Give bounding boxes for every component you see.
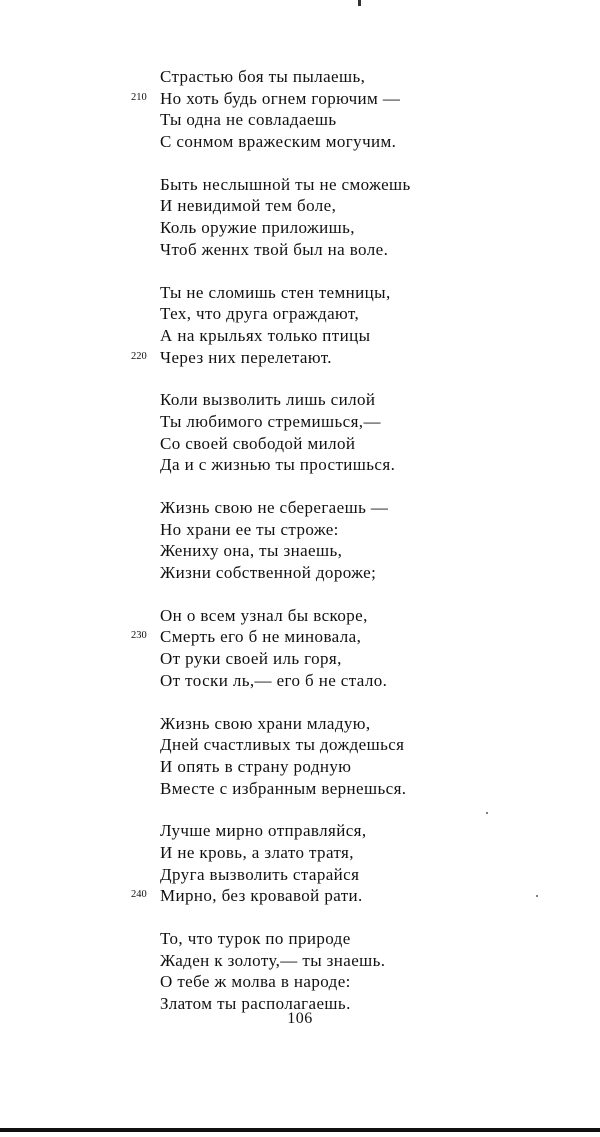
verse-line	[160, 389, 540, 411]
stanza	[160, 497, 540, 584]
print-artifact-mark	[358, 0, 361, 6]
verse-line-text: Жизнь свою не сберегаешь —	[160, 498, 389, 517]
verse-line-text: Чтоб женнх твой был на воле.	[160, 239, 389, 259]
verse-line-text: Друга вызволить старайся	[160, 864, 360, 884]
page-bottom-edge	[0, 1128, 600, 1132]
verse-line-text: Лучше мирно отправляйся,	[160, 821, 367, 841]
verse-line	[160, 217, 540, 239]
verse-line	[160, 303, 540, 325]
verse-line	[160, 605, 540, 627]
verse-line-text: И опять в страну родную	[160, 756, 352, 776]
stanza	[160, 713, 540, 800]
stanza	[160, 174, 540, 261]
verse-line-text: Тех, что друга ограждают,	[160, 304, 360, 324]
verse-line-text: Со своей свободой милой	[160, 433, 356, 453]
verse-line-text: Быть неслышной ты не сможешь	[160, 174, 411, 194]
verse-line	[131, 626, 540, 648]
stanza	[131, 605, 540, 692]
verse-line	[160, 540, 540, 562]
verse-line-text: От тоски ль,— его б не стало.	[160, 670, 388, 690]
verse-line-text: А на крыльях только птицы	[160, 325, 371, 345]
verse-line-text: Но храни ее ты строже:	[160, 519, 339, 539]
verse-line-text: С сонмом вражеским могучим.	[160, 132, 397, 152]
stanza	[131, 66, 540, 153]
verse-line-text: Да и с жизнью ты простишься.	[160, 455, 396, 475]
verse-line	[160, 239, 540, 261]
verse-line	[160, 562, 540, 584]
verse-line	[160, 66, 540, 88]
verse-line-text: Жизни собственной дороже;	[160, 563, 377, 583]
verse-line	[160, 648, 540, 670]
verse-line-text: Страстью боя ты пылаешь,	[160, 67, 366, 86]
verse-line	[160, 131, 540, 153]
verse-line	[160, 928, 540, 950]
verse-line	[160, 842, 540, 864]
verse-line	[160, 433, 540, 455]
verse-line-text: Жаден к золоту,— ты знаешь.	[160, 950, 386, 970]
verse-line-text: Жениху она, ты знаешь,	[160, 541, 343, 561]
verse-line-text: Мирно, без кровавой рати.	[160, 886, 363, 906]
verse-line	[160, 109, 540, 131]
line-number: 220	[131, 350, 147, 362]
verse-line-text: Но хоть будь огнем горючим —	[160, 88, 401, 108]
verse-line-text: Ты любимого стремишься,—	[160, 411, 381, 431]
line-number: 230	[131, 630, 147, 642]
verse-line	[131, 88, 540, 110]
verse-line	[160, 195, 540, 217]
poem-text	[131, 66, 540, 1036]
verse-line	[160, 971, 540, 993]
verse-line-text: Ты одна не совладаешь	[160, 110, 337, 130]
verse-line-text: Через них перелетают.	[160, 347, 332, 367]
verse-line-text: И не кровь, а злато тратя,	[160, 842, 354, 862]
verse-line-text: Златом ты располагаешь.	[160, 994, 351, 1014]
line-number: 240	[131, 889, 147, 901]
verse-line	[160, 756, 540, 778]
verse-line	[160, 734, 540, 756]
verse-line	[160, 174, 540, 196]
verse-line-text: Он о всем узнал бы вскоре,	[160, 605, 368, 625]
page-number: 106	[287, 1010, 313, 1027]
verse-line	[160, 670, 540, 692]
verse-line-text: От руки своей иль горя,	[160, 649, 342, 669]
verse-line	[160, 950, 540, 972]
verse-line	[160, 864, 540, 886]
verse-line	[160, 411, 540, 433]
verse-line-text: Коли вызволить лишь силой	[160, 390, 376, 410]
verse-line	[160, 519, 540, 541]
verse-line-text: Ты не сломишь стен темницы,	[160, 282, 391, 302]
verse-line	[160, 325, 540, 347]
verse-line	[160, 497, 540, 519]
verse-line	[160, 820, 540, 842]
verse-line	[160, 713, 540, 735]
verse-line	[131, 885, 540, 907]
verse-line	[160, 778, 540, 800]
verse-line-text: О тебе ж молва в народе:	[160, 972, 351, 992]
stanza	[160, 389, 540, 476]
print-speck	[536, 895, 538, 897]
verse-line-text: Смерть его б не миновала,	[160, 627, 362, 647]
stanza	[160, 928, 540, 1015]
verse-line-text: Дней счастливых ты дождешься	[160, 735, 405, 755]
verse-line-text: И невидимой тем боле,	[160, 196, 337, 216]
stanza	[131, 820, 540, 907]
print-speck	[486, 812, 488, 814]
verse-line-text: То, что турок по природе	[160, 929, 351, 948]
stanza	[131, 282, 540, 369]
verse-line	[160, 282, 540, 304]
verse-line	[160, 454, 540, 476]
verse-line-text: Вместе с избранным вернешься.	[160, 778, 407, 798]
verse-line-text: Коль оружие приложишь,	[160, 218, 355, 238]
verse-line	[131, 347, 540, 369]
line-number: 210	[131, 91, 147, 103]
verse-line-text: Жизнь свою храни младую,	[160, 713, 371, 733]
